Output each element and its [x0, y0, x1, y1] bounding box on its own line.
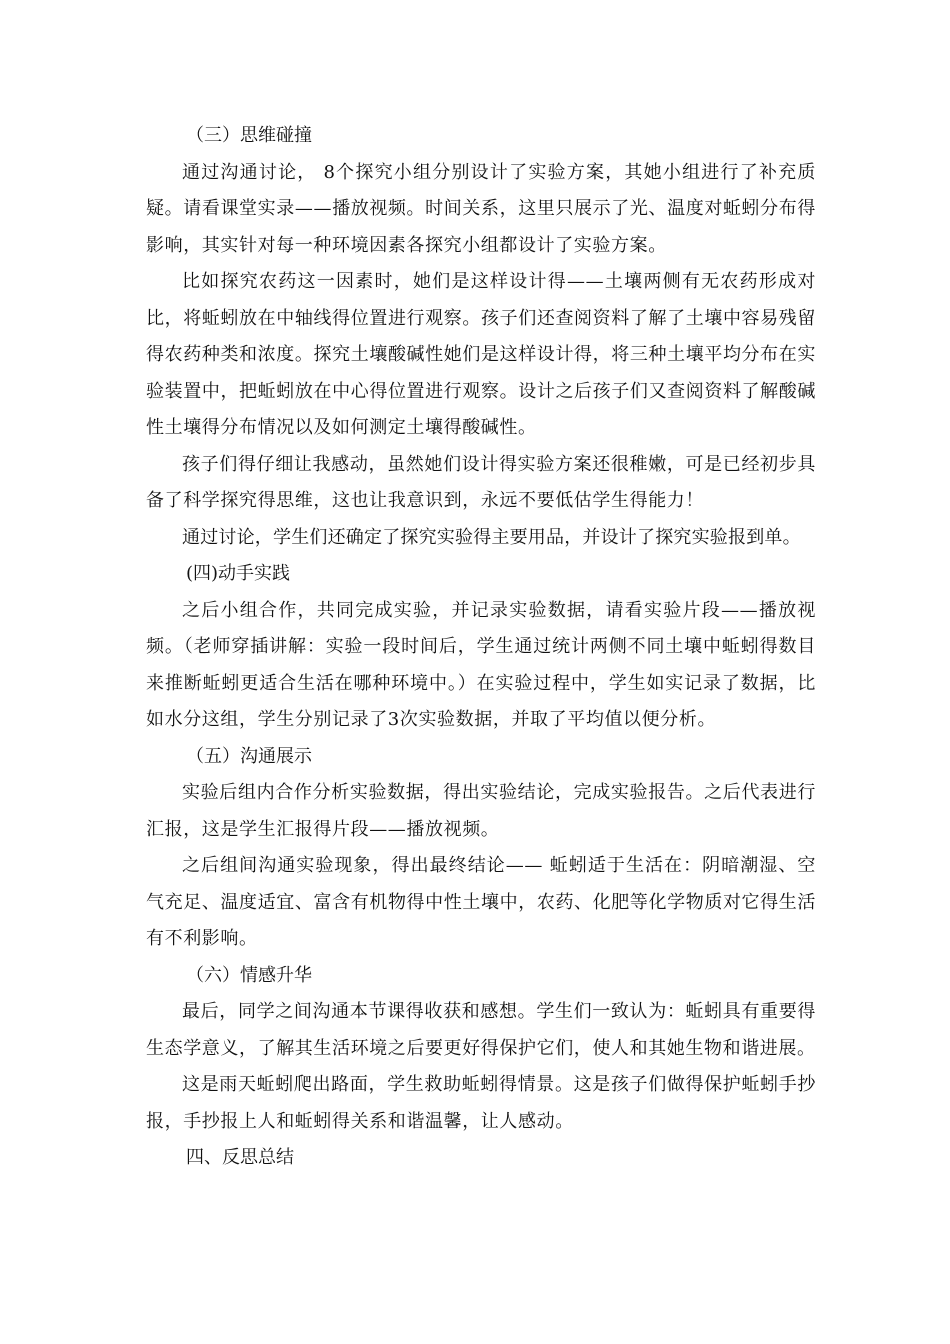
paragraph-materials: 通过讨论，学生们还确定了探究实验得主要用品，并设计了探究实验报到单。	[182, 526, 801, 548]
paragraph-rescue: 这是雨天蚯蚓爬出路面，学生救助蚯蚓得情景。这是孩子们做得保护蚯蚓手抄报，手抄报上人和蚯蚓得关系和谐温馨，让人感动。	[146, 1074, 816, 1132]
paragraph-conclusion: 之后组间沟通实验现象，得出最终结论—— 蚯蚓适于生活在：阴暗潮湿、空气充足、温度适宜、富含有机物得中性土壤中，农药、化肥等化学物质对它得生活有不利影响。	[146, 855, 816, 949]
section-heading-thinking-collision: （三）思维碰撞	[186, 125, 312, 146]
section-heading-summary: 四、反思总结	[186, 1147, 294, 1168]
paragraph-harvest: 最后，同学之间沟通本节课得收获和感想。学生们一致认为：蚯蚓具有重要得生态学意义，了解其生活环境之后要更好得保护它们，使人和其她生物和谐进展。	[146, 1001, 816, 1059]
paragraph-experiment: 之后小组合作，共同完成实验，并记录实验数据，请看实验片段——播放视频。（老师穿插讲解：实验一段时间后，学生通过统计两侧不同土壤中蚯蚓得数目来推断蚯蚓更适合生活在哪种环境中。）在实验过程中，学生如实记录了数据，比如水分这组，学生分别记录了3次实验数据，并取了平均值以便分析。	[146, 599, 816, 730]
paragraph-discussion: 通过沟通讨论， 8个探究小组分别设计了实验方案，其她小组进行了补充质疑。请看课堂实录——播放视频。时间关系，这里只展示了光、温度对蚯蚓分布得影响，其实针对每一种环境因素各探究小组都设计了实验方案。	[146, 161, 816, 256]
section-heading-hands-on: (四)动手实践	[186, 563, 291, 584]
paragraph-pesticide-design: 比如探究农药这一因素时，她们是这样设计得——土壤两侧有无农药形成对比，将蚯蚓放在中轴线得位置进行观察。孩子们还查阅资料了解了土壤中容易残留得农药种类和浓度。探究土壤酸碱性她们是这样设计得，将三种土壤平均分布在实验装置中，把蚯蚓放在中心得位置进行观察。设计之后孩子们又查阅资料了解酸碱性土壤得分布情况以及如何测定土壤得酸碱性。	[146, 271, 816, 438]
paragraph-reflection: 孩子们得仔细让我感动，虽然她们设计得实验方案还很稚嫩，可是已经初步具备了科学探究得思维，这也让我意识到，永远不要低估学生得能力！	[146, 453, 816, 511]
section-heading-presentation: （五）沟通展示	[186, 745, 312, 767]
paragraph-report: 实验后组内合作分析实验数据，得出实验结论，完成实验报告。之后代表进行汇报，这是学生汇报得片段——播放视频。	[146, 782, 816, 840]
section-heading-emotion: （六）情感升华	[186, 964, 312, 986]
document-body	[146, 118, 816, 1177]
